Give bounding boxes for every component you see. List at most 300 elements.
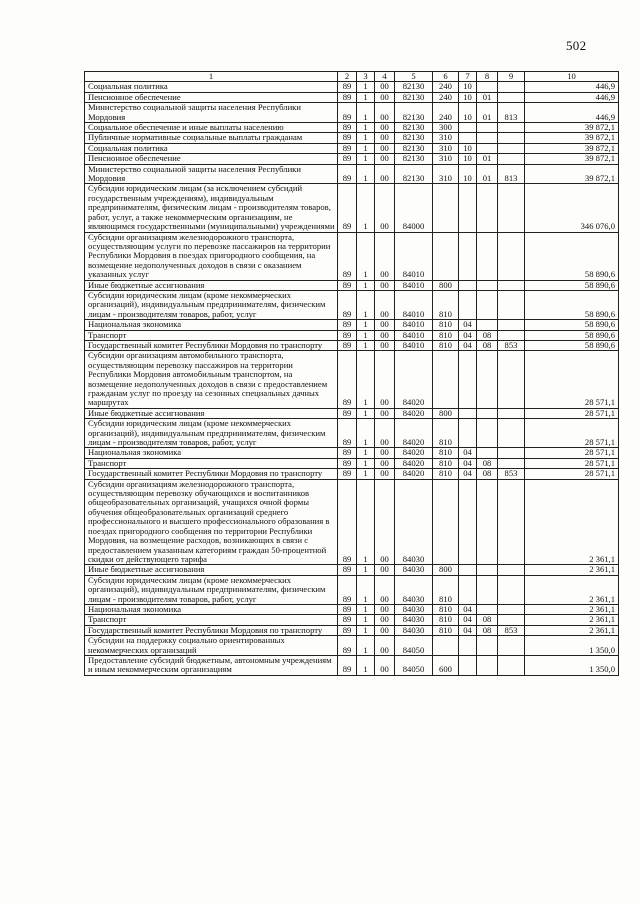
code-cell <box>498 408 525 418</box>
code-cell: 89 <box>338 565 357 575</box>
code-cell <box>477 184 498 232</box>
code-cell: 00 <box>375 290 395 319</box>
code-cell: 89 <box>338 655 357 675</box>
code-cell: 08 <box>477 469 498 479</box>
code-cell: 89 <box>338 320 357 330</box>
code-cell: 89 <box>338 143 357 153</box>
row-name-cell: Социальное обеспечение и иные выплаты населению <box>85 123 338 133</box>
column-header: 1 <box>85 72 338 82</box>
amount-cell: 446,9 <box>525 92 619 102</box>
amount-cell: 39 872,1 <box>525 164 619 184</box>
code-cell: 00 <box>375 565 395 575</box>
code-cell <box>498 232 525 280</box>
table-row <box>85 340 619 350</box>
code-cell: 800 <box>433 280 459 290</box>
code-cell: 89 <box>338 351 357 408</box>
code-cell: 310 <box>433 164 459 184</box>
code-cell <box>498 448 525 458</box>
code-cell: 853 <box>498 340 525 350</box>
amount-cell: 28 571,1 <box>525 458 619 468</box>
table-row <box>85 408 619 418</box>
code-cell: 1 <box>357 636 375 656</box>
code-cell <box>498 615 525 625</box>
code-cell: 04 <box>459 448 477 458</box>
code-cell: 84050 <box>395 636 433 656</box>
code-cell: 89 <box>338 82 357 92</box>
code-cell: 810 <box>433 458 459 468</box>
column-header: 5 <box>395 72 433 82</box>
code-cell: 00 <box>375 636 395 656</box>
code-cell: 84030 <box>395 625 433 635</box>
code-cell: 84020 <box>395 458 433 468</box>
code-cell <box>477 575 498 604</box>
code-cell: 84010 <box>395 290 433 319</box>
table-row <box>85 92 619 102</box>
amount-cell: 1 350,0 <box>525 636 619 656</box>
code-cell <box>459 184 477 232</box>
code-cell <box>477 280 498 290</box>
code-cell <box>498 320 525 330</box>
table-row <box>85 164 619 184</box>
code-cell <box>498 82 525 92</box>
table-row <box>85 458 619 468</box>
amount-cell: 39 872,1 <box>525 154 619 164</box>
code-cell: 1 <box>357 340 375 350</box>
code-cell: 1 <box>357 92 375 102</box>
code-cell: 810 <box>433 575 459 604</box>
column-header: 8 <box>477 72 498 82</box>
amount-cell: 58 890,6 <box>525 280 619 290</box>
code-cell <box>477 565 498 575</box>
code-cell: 600 <box>433 655 459 675</box>
code-cell: 1 <box>357 290 375 319</box>
code-cell: 01 <box>477 164 498 184</box>
code-cell: 00 <box>375 458 395 468</box>
table-row <box>85 330 619 340</box>
code-cell: 00 <box>375 575 395 604</box>
row-name-cell: Иные бюджетные ассигнования <box>85 565 338 575</box>
table-row <box>85 636 619 656</box>
code-cell: 1 <box>357 408 375 418</box>
code-cell <box>477 133 498 143</box>
table-row <box>85 184 619 232</box>
code-cell: 00 <box>375 655 395 675</box>
code-cell: 04 <box>459 330 477 340</box>
code-cell: 00 <box>375 330 395 340</box>
code-cell: 00 <box>375 615 395 625</box>
code-cell: 1 <box>357 565 375 575</box>
code-cell <box>433 184 459 232</box>
code-cell: 08 <box>477 340 498 350</box>
column-header: 3 <box>357 72 375 82</box>
code-cell: 1 <box>357 330 375 340</box>
code-cell: 310 <box>433 133 459 143</box>
code-cell: 82130 <box>395 154 433 164</box>
code-cell <box>498 330 525 340</box>
code-cell: 89 <box>338 184 357 232</box>
code-cell: 89 <box>338 154 357 164</box>
code-cell: 01 <box>477 154 498 164</box>
row-name-cell: Транспорт <box>85 615 338 625</box>
code-cell: 89 <box>338 164 357 184</box>
code-cell: 810 <box>433 469 459 479</box>
code-cell: 1 <box>357 615 375 625</box>
code-cell: 08 <box>477 615 498 625</box>
code-cell: 01 <box>477 103 498 123</box>
amount-cell: 2 361,1 <box>525 479 619 565</box>
table-row <box>85 604 619 614</box>
table-row <box>85 575 619 604</box>
code-cell: 89 <box>338 636 357 656</box>
row-name-cell: Министерство социальной защиты населения Республики Мордовия <box>85 164 338 184</box>
code-cell: 800 <box>433 565 459 575</box>
code-cell <box>477 351 498 408</box>
code-cell <box>459 575 477 604</box>
row-name-cell: Иные бюджетные ассигнования <box>85 408 338 418</box>
code-cell: 00 <box>375 625 395 635</box>
table-row <box>85 320 619 330</box>
code-cell: 10 <box>459 143 477 153</box>
code-cell: 810 <box>433 340 459 350</box>
table-row <box>85 133 619 143</box>
code-cell <box>459 232 477 280</box>
code-cell: 813 <box>498 164 525 184</box>
code-cell: 08 <box>477 458 498 468</box>
code-cell: 89 <box>338 604 357 614</box>
code-cell: 89 <box>338 340 357 350</box>
table-row <box>85 143 619 153</box>
table-row <box>85 655 619 675</box>
code-cell: 00 <box>375 103 395 123</box>
code-cell: 89 <box>338 448 357 458</box>
amount-cell: 2 361,1 <box>525 615 619 625</box>
column-header: 4 <box>375 72 395 82</box>
row-name-cell: Предоставление субсидий бюджетным, автономным учреждениям и иным некоммерческим организациям <box>85 655 338 675</box>
row-name-cell: Национальная экономика <box>85 320 338 330</box>
code-cell <box>459 479 477 565</box>
code-cell <box>498 123 525 133</box>
code-cell: 810 <box>433 615 459 625</box>
code-cell: 810 <box>433 604 459 614</box>
code-cell: 89 <box>338 458 357 468</box>
code-cell: 1 <box>357 143 375 153</box>
amount-cell: 39 872,1 <box>525 123 619 133</box>
code-cell: 00 <box>375 469 395 479</box>
code-cell <box>498 280 525 290</box>
code-cell <box>498 290 525 319</box>
code-cell: 00 <box>375 419 395 448</box>
code-cell: 1 <box>357 604 375 614</box>
code-cell: 00 <box>375 164 395 184</box>
row-name-cell: Субсидии юридическим лицам (кроме некоммерческих организаций), индивидуальным предпринимателям, физическим лицам - производителям товаров, работ, услуг <box>85 419 338 448</box>
code-cell: 84020 <box>395 419 433 448</box>
code-cell <box>498 565 525 575</box>
code-cell: 01 <box>477 92 498 102</box>
code-cell: 00 <box>375 143 395 153</box>
code-cell <box>477 604 498 614</box>
table-row <box>85 351 619 408</box>
code-cell: 00 <box>375 123 395 133</box>
amount-cell: 2 361,1 <box>525 625 619 635</box>
row-name-cell: Субсидии организациям железнодорожного транспорта, осуществляющим услуги по перевозке пассажиров на территории Республики Мордовия в поездах пригородного сообщения, на возмещение недополученных доходов в связи с оказанием указанных услуг <box>85 232 338 280</box>
code-cell <box>477 290 498 319</box>
row-name-cell: Транспорт <box>85 330 338 340</box>
code-cell: 00 <box>375 92 395 102</box>
code-cell: 810 <box>433 330 459 340</box>
code-cell: 84030 <box>395 479 433 565</box>
code-cell: 84000 <box>395 184 433 232</box>
code-cell: 1 <box>357 82 375 92</box>
code-cell: 08 <box>477 625 498 635</box>
code-cell: 82130 <box>395 143 433 153</box>
table-row <box>85 82 619 92</box>
code-cell <box>477 419 498 448</box>
code-cell: 84020 <box>395 448 433 458</box>
code-cell: 89 <box>338 133 357 143</box>
code-cell: 810 <box>433 290 459 319</box>
amount-cell: 28 571,1 <box>525 408 619 418</box>
code-cell <box>477 655 498 675</box>
code-cell: 08 <box>477 330 498 340</box>
code-cell <box>459 290 477 319</box>
code-cell: 82130 <box>395 123 433 133</box>
table-body <box>85 82 619 675</box>
code-cell: 1 <box>357 351 375 408</box>
code-cell <box>498 636 525 656</box>
code-cell <box>477 479 498 565</box>
code-cell: 84030 <box>395 575 433 604</box>
amount-cell: 1 350,0 <box>525 655 619 675</box>
page-number: 502 <box>566 38 587 53</box>
code-cell: 84010 <box>395 280 433 290</box>
table-row <box>85 565 619 575</box>
amount-cell: 2 361,1 <box>525 604 619 614</box>
code-cell <box>477 82 498 92</box>
code-cell: 00 <box>375 604 395 614</box>
row-name-cell: Субсидии юридическим лицам (кроме некоммерческих организаций), индивидуальным предпринимателям, физическим лицам - производителям товаров, работ, услуг <box>85 575 338 604</box>
code-cell <box>459 565 477 575</box>
code-cell <box>498 154 525 164</box>
code-cell: 1 <box>357 232 375 280</box>
row-name-cell: Субсидии юридическим лицам (за исключением субсидий государственным учреждениям), индивидуальным предпринимателям, физическим лицам - производителям товаров, работ, услуг, а также некоммерческим организациям, не являющимся государственными (муниципальными) учреждениями <box>85 184 338 232</box>
code-cell: 82130 <box>395 92 433 102</box>
row-name-cell: Публичные нормативные социальные выплаты гражданам <box>85 133 338 143</box>
row-name-cell: Социальная политика <box>85 82 338 92</box>
code-cell: 00 <box>375 448 395 458</box>
code-cell: 84010 <box>395 320 433 330</box>
code-cell <box>498 655 525 675</box>
code-cell: 04 <box>459 469 477 479</box>
header-row <box>85 72 619 82</box>
amount-cell: 28 571,1 <box>525 448 619 458</box>
code-cell: 89 <box>338 479 357 565</box>
code-cell: 84030 <box>395 565 433 575</box>
code-cell: 1 <box>357 419 375 448</box>
code-cell: 82130 <box>395 103 433 123</box>
code-cell <box>433 232 459 280</box>
code-cell: 00 <box>375 82 395 92</box>
code-cell: 89 <box>338 408 357 418</box>
code-cell <box>498 92 525 102</box>
row-name-cell: Субсидии организациям железнодорожного транспорта, осуществляющим перевозку обучающихся и воспитанников общеобразовательных организаций, учащихся очной формы обучения общеобразовательных организаций среднего профессионального и высшего профессионального образования в поездах пригородного сообщения по территории Республики Мордовия, на возмещение расходов, возникающих в связи с предоставлением указанным категориям граждан 50-процентной скидки от действующего тарифа <box>85 479 338 565</box>
code-cell <box>498 133 525 143</box>
amount-cell: 39 872,1 <box>525 143 619 153</box>
code-cell: 04 <box>459 615 477 625</box>
code-cell <box>477 143 498 153</box>
code-cell: 04 <box>459 320 477 330</box>
code-cell: 04 <box>459 604 477 614</box>
code-cell: 89 <box>338 92 357 102</box>
code-cell: 853 <box>498 469 525 479</box>
code-cell <box>477 123 498 133</box>
code-cell: 1 <box>357 448 375 458</box>
row-name-cell: Субсидии организациям автомобильного транспорта, осуществляющим перевозку пассажиров на территории Республики Мордовия автомобильным транспортом, на возмещение недополученных доходов в связи с предоставлением гражданам услуг по проезду на сезонных специальных дачных маршрутах <box>85 351 338 408</box>
code-cell: 813 <box>498 103 525 123</box>
code-cell: 240 <box>433 103 459 123</box>
code-cell <box>459 123 477 133</box>
amount-cell: 446,9 <box>525 82 619 92</box>
code-cell: 84010 <box>395 330 433 340</box>
code-cell <box>433 479 459 565</box>
code-cell <box>433 351 459 408</box>
code-cell <box>498 479 525 565</box>
code-cell <box>498 184 525 232</box>
code-cell: 1 <box>357 458 375 468</box>
code-cell: 800 <box>433 408 459 418</box>
column-header: 10 <box>525 72 619 82</box>
code-cell: 1 <box>357 123 375 133</box>
table-row <box>85 123 619 133</box>
table-row <box>85 280 619 290</box>
code-cell: 1 <box>357 154 375 164</box>
row-name-cell: Национальная экономика <box>85 604 338 614</box>
row-name-cell: Транспорт <box>85 458 338 468</box>
row-name-cell: Субсидии юридическим лицам (кроме некоммерческих организаций), индивидуальным предпринимателям, физическим лицам - производителям товаров, работ, услуг <box>85 290 338 319</box>
row-name-cell: Пенсионное обеспечение <box>85 92 338 102</box>
amount-cell: 28 571,1 <box>525 469 619 479</box>
code-cell: 82130 <box>395 133 433 143</box>
code-cell <box>459 408 477 418</box>
code-cell <box>498 604 525 614</box>
code-cell <box>498 351 525 408</box>
row-name-cell: Министерство социальной защиты населения Республики Мордовия <box>85 103 338 123</box>
amount-cell: 58 890,6 <box>525 340 619 350</box>
code-cell: 853 <box>498 625 525 635</box>
table-row <box>85 448 619 458</box>
code-cell: 89 <box>338 615 357 625</box>
code-cell: 89 <box>338 123 357 133</box>
code-cell: 00 <box>375 408 395 418</box>
code-cell <box>498 419 525 448</box>
code-cell <box>459 280 477 290</box>
code-cell: 84020 <box>395 469 433 479</box>
amount-cell: 446,9 <box>525 103 619 123</box>
code-cell: 89 <box>338 280 357 290</box>
code-cell: 00 <box>375 154 395 164</box>
code-cell: 10 <box>459 92 477 102</box>
column-header: 9 <box>498 72 525 82</box>
table-row <box>85 154 619 164</box>
code-cell: 10 <box>459 164 477 184</box>
code-cell: 84010 <box>395 340 433 350</box>
amount-cell: 2 361,1 <box>525 575 619 604</box>
column-header: 7 <box>459 72 477 82</box>
table-row <box>85 232 619 280</box>
code-cell <box>477 636 498 656</box>
code-cell <box>459 655 477 675</box>
amount-cell: 58 890,6 <box>525 232 619 280</box>
code-cell: 1 <box>357 479 375 565</box>
code-cell: 00 <box>375 320 395 330</box>
code-cell: 00 <box>375 280 395 290</box>
code-cell <box>498 458 525 468</box>
code-cell: 89 <box>338 575 357 604</box>
code-cell: 1 <box>357 164 375 184</box>
code-cell: 89 <box>338 625 357 635</box>
code-cell: 04 <box>459 625 477 635</box>
code-cell: 300 <box>433 123 459 133</box>
code-cell: 84030 <box>395 604 433 614</box>
column-header: 2 <box>338 72 357 82</box>
amount-cell: 39 872,1 <box>525 133 619 143</box>
table-row <box>85 615 619 625</box>
table-row <box>85 290 619 319</box>
code-cell: 10 <box>459 154 477 164</box>
code-cell: 10 <box>459 103 477 123</box>
code-cell <box>459 133 477 143</box>
code-cell <box>477 408 498 418</box>
amount-cell: 58 890,6 <box>525 320 619 330</box>
code-cell: 00 <box>375 184 395 232</box>
code-cell: 00 <box>375 232 395 280</box>
code-cell: 1 <box>357 280 375 290</box>
code-cell: 810 <box>433 448 459 458</box>
code-cell <box>459 636 477 656</box>
code-cell: 04 <box>459 458 477 468</box>
code-cell: 82130 <box>395 164 433 184</box>
code-cell <box>477 448 498 458</box>
code-cell: 04 <box>459 340 477 350</box>
code-cell: 84010 <box>395 232 433 280</box>
code-cell: 00 <box>375 479 395 565</box>
code-cell: 84020 <box>395 408 433 418</box>
code-cell <box>477 232 498 280</box>
code-cell <box>433 636 459 656</box>
code-cell <box>477 320 498 330</box>
code-cell: 89 <box>338 103 357 123</box>
code-cell: 1 <box>357 625 375 635</box>
code-cell: 1 <box>357 133 375 143</box>
code-cell <box>498 143 525 153</box>
code-cell: 89 <box>338 419 357 448</box>
code-cell: 00 <box>375 340 395 350</box>
code-cell: 84050 <box>395 655 433 675</box>
code-cell: 1 <box>357 575 375 604</box>
code-cell: 89 <box>338 330 357 340</box>
row-name-cell: Пенсионное обеспечение <box>85 154 338 164</box>
code-cell <box>459 351 477 408</box>
code-cell <box>498 575 525 604</box>
amount-cell: 58 890,6 <box>525 290 619 319</box>
amount-cell: 2 361,1 <box>525 565 619 575</box>
table-row <box>85 625 619 635</box>
table-row <box>85 103 619 123</box>
code-cell: 310 <box>433 154 459 164</box>
table-row <box>85 479 619 565</box>
code-cell <box>459 419 477 448</box>
table-row <box>85 469 619 479</box>
row-name-cell: Государственный комитет Республики Мордовия по транспорту <box>85 340 338 350</box>
